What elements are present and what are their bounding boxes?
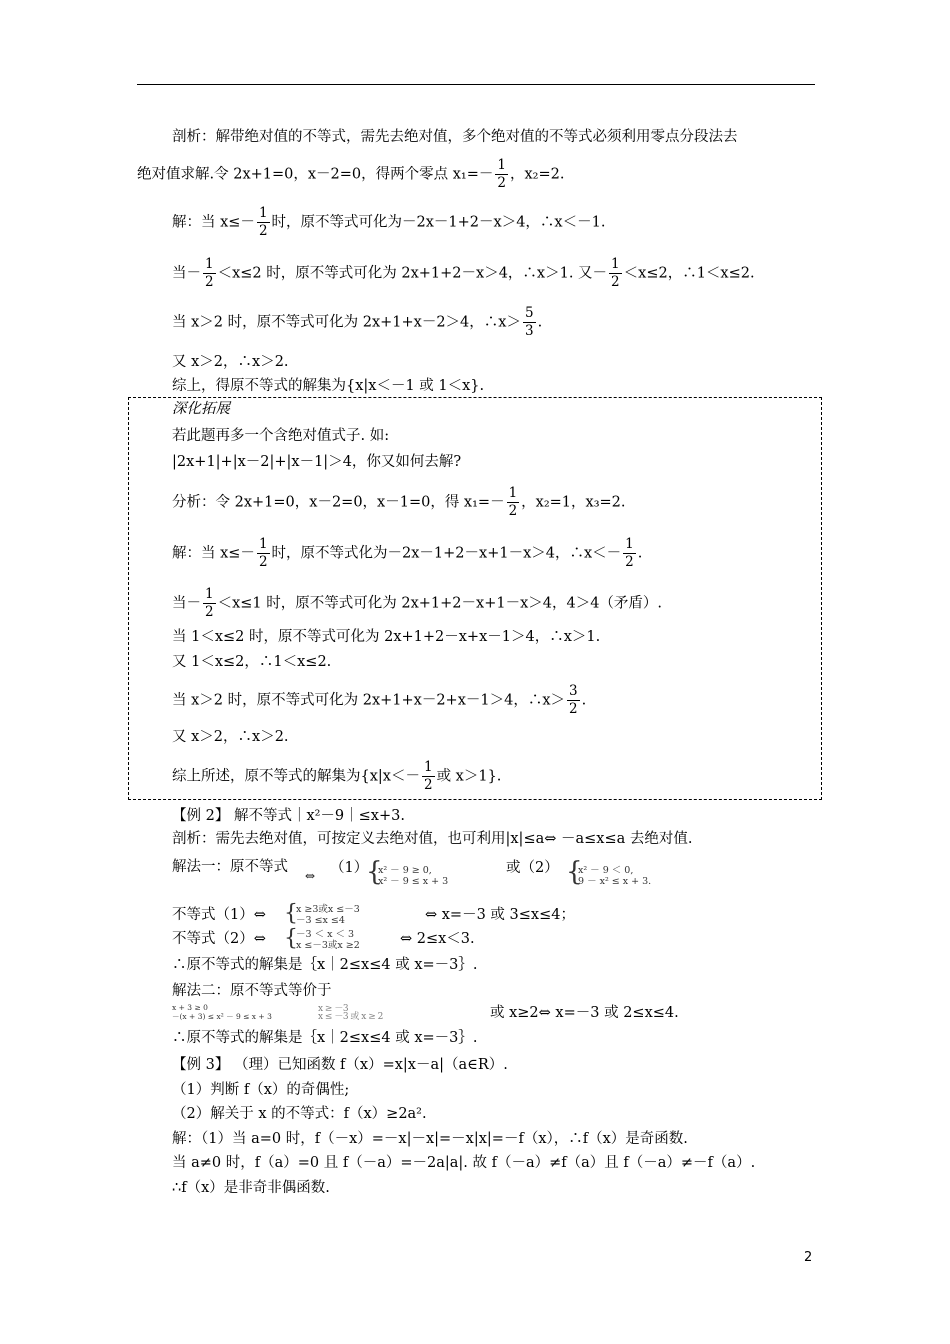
brace: { xyxy=(284,901,298,926)
box-line-3: 分析：令 2x+1=0，x－2=0，x－1=0，得 x₁=－ $\frac{1}{2}$ ，x₂=1，x₃=2. xyxy=(172,485,626,519)
example-3-part-2: （2）解关于 x 的不等式：f（x）≥2a². xyxy=(172,1106,427,1122)
box-line-4: 解：当 x≤－ $\frac{1}{2}$ 时，原不等式化为－2x－1+2－x+1－x＞4，∴x＜－ $\frac{1}{2}$ . xyxy=(172,536,643,570)
example-3-conclusion: ∴f（x）是非奇非偶函数. xyxy=(172,1180,330,1196)
case-1-label: （1） xyxy=(330,860,369,876)
fraction: $\frac{5}{3}$ xyxy=(524,305,534,339)
solution-line-3: 当 x＞2 时，原不等式可化为 2x+1+x－2＞4，∴x＞ $\frac{5}{3}$ . xyxy=(172,305,543,339)
fraction: $\frac{1}{2}$ xyxy=(625,536,634,570)
method-1-label: 解法一：原不等式 xyxy=(172,859,288,875)
method-1-conclusion: ∴原不等式的解集是｛x｜2≤x≤4 或 x=－3｝. xyxy=(172,957,478,973)
fraction: $\frac{1}{2}$ xyxy=(205,256,214,290)
example-2-title: 【例 2】 解不等式｜x²－9｜≤x+3. xyxy=(172,808,405,824)
fraction: $\frac{1}{2}$ xyxy=(611,256,620,290)
solution-conclusion: 综上，得原不等式的解集为{x|x＜－1 或 1＜x}. xyxy=(172,378,485,394)
system-1: x² － 9 ≥ 0, x² － 9 ≤ x + 3 xyxy=(378,865,449,887)
fraction: $\frac{1}{2}$ xyxy=(508,485,518,519)
box-line-6: 当 1＜x≤2 时，原不等式可化为 2x+1+2－x+x－1＞4，∴x＞1. xyxy=(172,629,601,645)
box-line-7: 又 1＜x≤2，∴1＜x≤2. xyxy=(172,654,332,670)
system-6: x ≥ －3 x ≤ －3 或 x ≥ 2 xyxy=(318,1004,383,1022)
analysis-line-2: 绝对值求解.令 2x+1=0，x－2=0，得两个零点 x₁=－ $\frac{1}{2}$ ，x₂=2. xyxy=(137,157,565,191)
box-line-8: 当 x＞2 时，原不等式可化为 2x+1+x－2+x－1＞4，∴x＞ $\frac{3}{2}$ . xyxy=(172,683,587,717)
system-4: －3 ＜ x ＜ 3 x ≤－3或x ≥2 xyxy=(296,929,360,951)
fraction: $\frac{1}{2}$ xyxy=(258,536,268,570)
brace: { xyxy=(366,857,383,887)
example-3-part-1: （1）判断 f（x）的奇偶性; xyxy=(172,1082,350,1098)
solution-line-1: 解：当 x≤－ $\frac{1}{2}$ 时，原不等式可化为－2x－1+2－x＞4，∴x＜－1. xyxy=(172,205,606,239)
brace: { xyxy=(284,926,298,951)
system-3: x ≥3或x ≤－3 －3 ≤x ≤4 xyxy=(296,904,360,926)
solution-line-4: 又 x＞2，∴x＞2. xyxy=(172,354,289,370)
example-3-title: 【例 3】 （理）已知函数 f（x）=x|x－a|（a∈R）. xyxy=(172,1057,508,1073)
system-2: x² － 9 ＜ 0, 9 － x² ≤ x + 3. xyxy=(578,865,652,887)
page-number: 2 xyxy=(804,1250,813,1265)
equivalence-symbol: ⇔ xyxy=(305,869,316,883)
box-line-9: 又 x＞2，∴x＞2. xyxy=(172,729,289,745)
brace: { xyxy=(566,857,583,887)
section-heading: 深化拓展 xyxy=(172,401,230,417)
fraction: $\frac{1}{2}$ xyxy=(423,759,433,793)
example-2-analysis: 剖析：需先去绝对值，可按定义去绝对值，也可利用|x|≤a⇔ －a≤x≤a 去绝对值. xyxy=(172,831,693,847)
method-2-label: 解法二：原不等式等价于 xyxy=(172,983,332,999)
example-3-solution-2: 当 a≠0 时，f（a）=0 且 f（－a）=－2a|a|. 故 f（－a）≠f（a）且 f（－a）≠－f（a）. xyxy=(172,1155,756,1171)
analysis-line-1: 剖析：解带绝对值的不等式，需先去绝对值，多个绝对值的不等式必须利用零点分段法去 xyxy=(172,129,738,145)
box-line-5: 当－ $\frac{1}{2}$ ＜x≤1 时，原不等式可化为 2x+1+2－x+1－x＞4，4＞4（矛盾）. xyxy=(172,586,663,620)
fraction: $\frac{3}{2}$ xyxy=(569,683,578,717)
header-rule xyxy=(137,84,815,85)
inequality-1-line: 不等式（1）⇔ xyxy=(172,907,266,923)
example-3-solution-1: 解：（1）当 a=0 时，f（－x）=－x|－x|=－x|x|=－f（x），∴f（x）是奇函数. xyxy=(172,1131,688,1147)
case-2-label: 或（2） xyxy=(506,860,559,876)
method-2-conclusion: ∴原不等式的解集是｛x｜2≤x≤4 或 x=－3｝. xyxy=(172,1030,478,1046)
box-line-10: 综上所述，原不等式的解集为{x|x＜－ $\frac{1}{2}$ 或 x＞1}. xyxy=(172,759,502,793)
method-2-result: 或 x≥2⇔ x=－3 或 2≤x≤4. xyxy=(490,1005,679,1021)
system-5: x + 3 ≥ 0 －(x + 3) ≤ x² － 9 ≤ x + 3 xyxy=(172,1003,272,1021)
fraction: $\frac{1}{2}$ xyxy=(258,205,268,239)
inequality-2-result: ⇔ 2≤x＜3. xyxy=(400,931,475,947)
inequality-2-line: 不等式（2）⇔ xyxy=(172,931,266,947)
inequality-1-result: ⇔ x=－3 或 3≤x≤4； xyxy=(425,907,575,923)
fraction: $\frac{1}{2}$ xyxy=(205,586,214,620)
box-line-2: |2x+1|+|x－2|+|x－1|＞4，你又如何去解? xyxy=(172,454,462,470)
solution-line-2: 当－ $\frac{1}{2}$ ＜x≤2 时，原不等式可化为 2x+1+2－x＞4，∴x＞1. 又－ $\frac{1}{2}$ ＜x≤2，∴1＜x≤2. xyxy=(172,256,755,290)
fraction: $\frac{1}{2}$ xyxy=(497,157,506,191)
box-line-1: 若此题再多一个含绝对值式子. 如: xyxy=(172,428,390,444)
